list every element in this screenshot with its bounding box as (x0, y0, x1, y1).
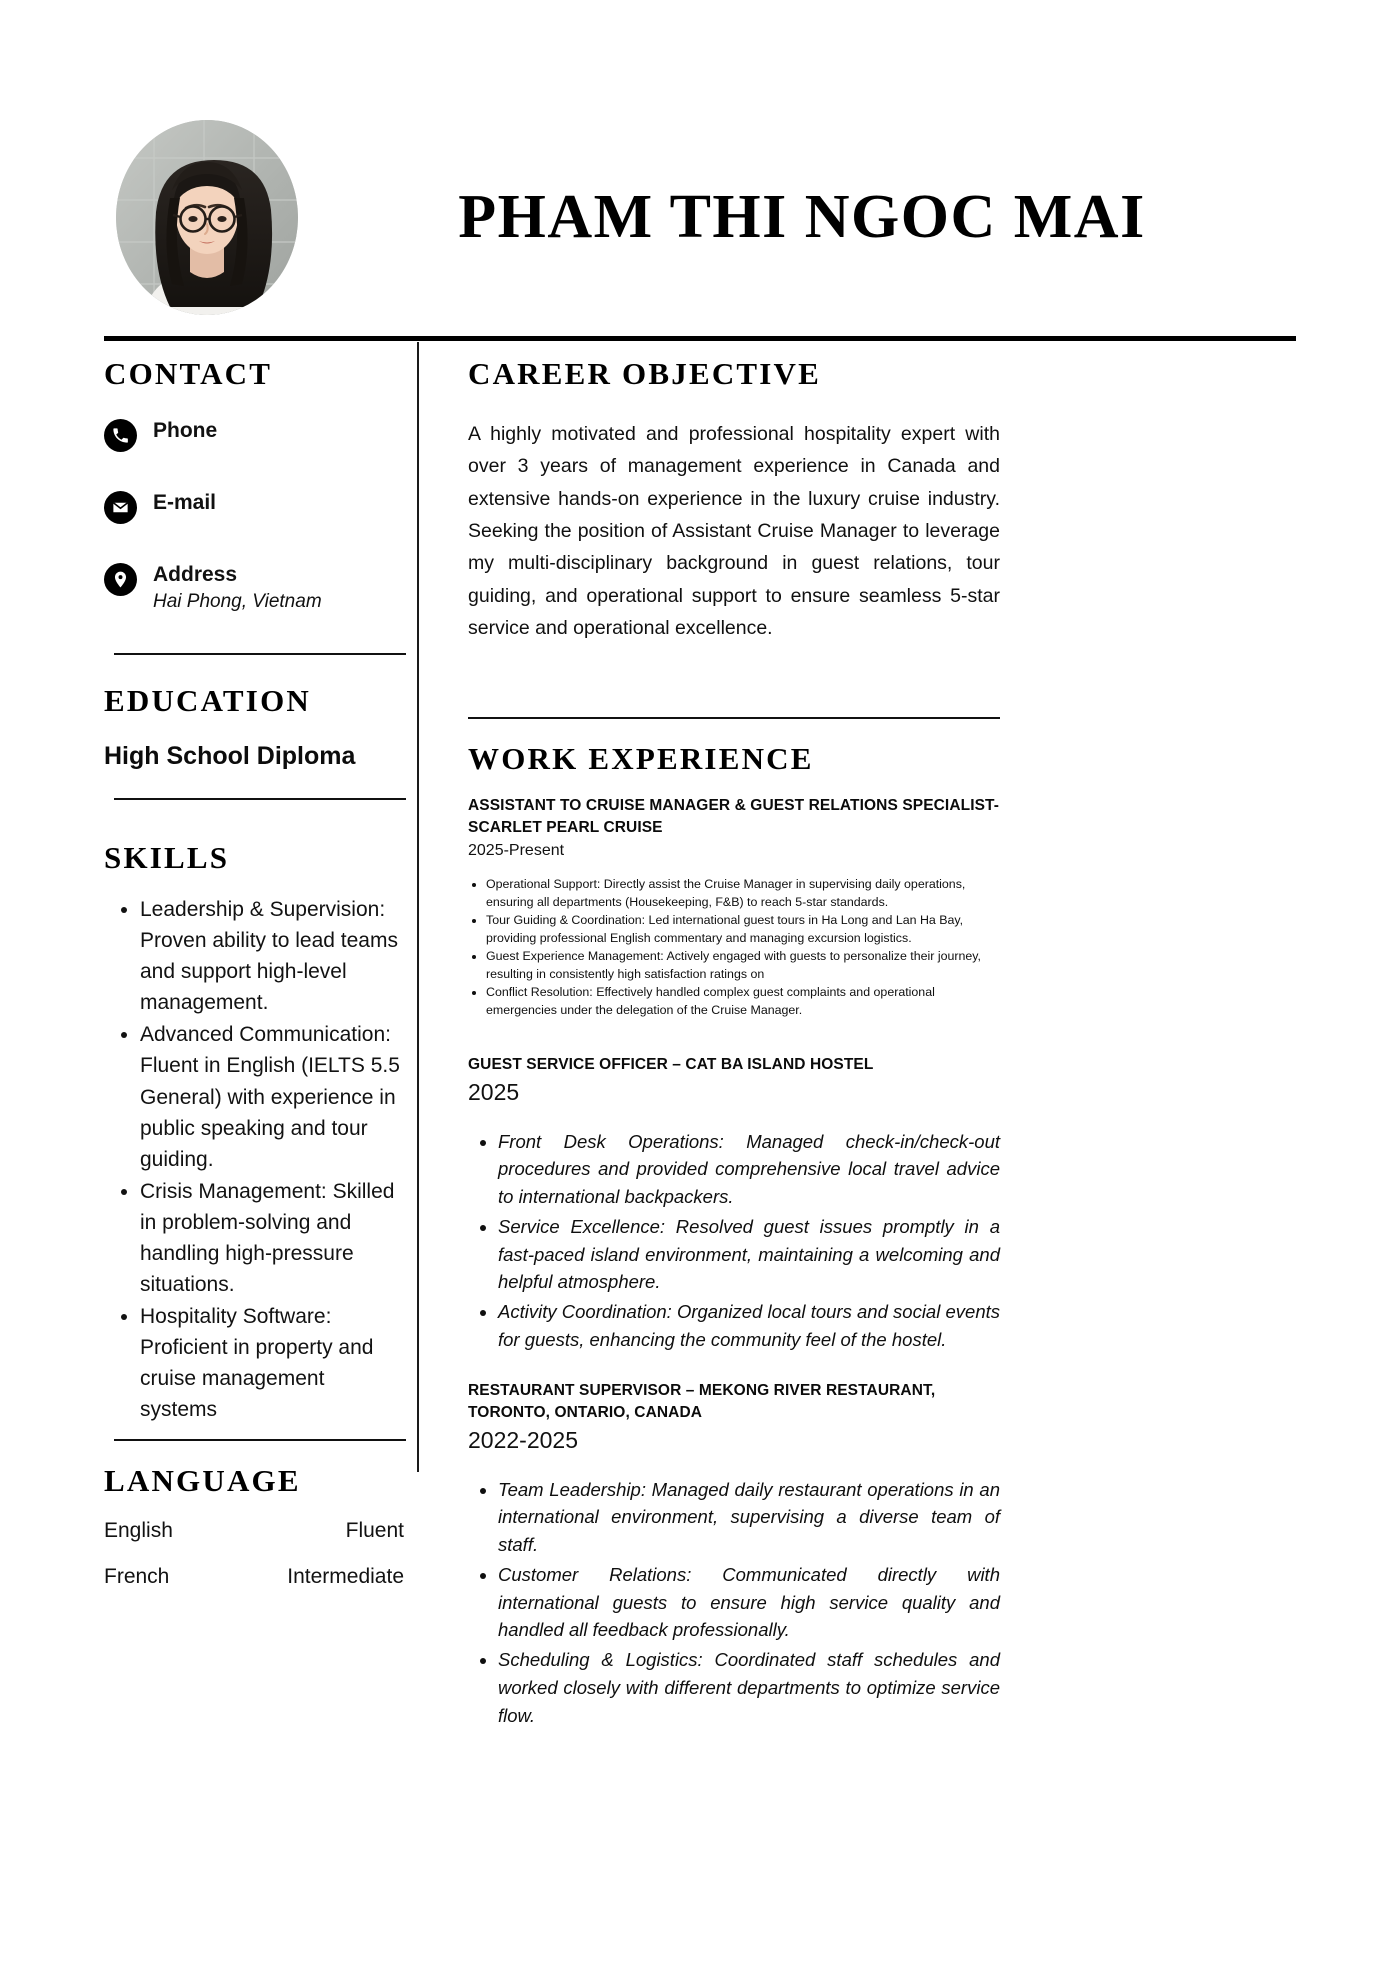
sidebar (104, 356, 406, 1611)
list-item: • Scheduling & Logistics: Coordinated staff schedules and worked closely with different departments to optimize service flow. (498, 1646, 1000, 1729)
contact-heading: CONTACT (104, 356, 273, 391)
job-date: 2025-Present (468, 841, 565, 859)
list-item: • Front Desk Operations: Managed check-in/check-out procedures and provided comprehensive local travel advice to international backpackers. (498, 1128, 1000, 1211)
list-item: • Crisis Management: Skilled in problem-solving and handling high-pressure situations. (140, 1176, 406, 1300)
career-objective-heading: CAREER OBJECTIVE (468, 356, 822, 391)
list-item: • Guest Experience Management: Actively engaged with guests to personalize their journey, resulting in consistently high satisfaction ratings on (486, 948, 1000, 984)
list-item: • Activity Coordination: Organized local tours and social events for guests, enhancing the community feel of the hostel. (498, 1298, 1000, 1354)
education-heading: EDUCATION (104, 682, 311, 718)
resume-header (104, 110, 1296, 325)
section-divider (114, 653, 406, 655)
language-level: Intermediate (287, 1565, 404, 1589)
language-section (104, 1463, 406, 1589)
contact-label: E-mail (153, 491, 217, 514)
list-item: • Team Leadership: Managed daily restaurant operations in an international environment, supervising a diverse team of staff. (498, 1476, 1000, 1559)
job-entry (468, 1380, 1000, 1730)
education-item: High School Diploma (104, 741, 356, 770)
main-content (468, 356, 1000, 1731)
section-divider (468, 717, 1000, 719)
list-item: • Tour Guiding & Coordination: Led international guest tours in Ha Long and Lan Ha Bay, providing professional English commentary and managing excursion logistics. (486, 912, 1000, 948)
list-item (104, 1565, 406, 1589)
contact-item-phone[interactable] (104, 418, 406, 452)
skills-heading: SKILLS (104, 840, 230, 876)
phone-icon (104, 419, 137, 452)
job-bullets (468, 1476, 1000, 1730)
contact-value: Hai Phong, Vietnam (153, 591, 322, 613)
page-title: PHAM THI NGOC MAI (458, 183, 1146, 251)
column-divider (417, 342, 419, 1472)
list-item: • Conflict Resolution: Effectively handled complex guest complaints and operational emergencies under the delegation of the Cruise Manager. (486, 984, 1000, 1020)
list-item (104, 1519, 406, 1543)
list-item: • Operational Support: Directly assist the Cruise Manager in supervising daily operations, ensuring all departments (Housekeeping, F&B) to reach 5-star standards. (486, 876, 1000, 912)
contact-label: Address (153, 563, 238, 586)
list-item: • Advanced Communication: Fluent in English (IELTS 5.5 General) with experience in public speaking and tour guiding. (140, 1019, 406, 1174)
job-title: RESTAURANT SUPERVISOR – MEKONG RIVER RESTAURANT, TORONTO, ONTARIO, CANADA (468, 1381, 936, 1421)
contact-label: Phone (153, 419, 218, 442)
job-entry (468, 1054, 1000, 1354)
job-title: GUEST SERVICE OFFICER – CAT BA ISLAND HOSTEL (468, 1055, 874, 1073)
skills-section (104, 840, 406, 1425)
job-date: 2022-2025 (468, 1426, 578, 1453)
language-heading: LANGUAGE (104, 1463, 301, 1499)
career-objective-text: A highly motivated and professional hospitality expert with over 3 years of management experience in Canada and extensive hands-on experience in the luxury cruise industry. Seeking the position of Assistant Cruise Manager to leverage my multi-disciplinary background in guest relations, tour guiding, and operational support to ensure seamless 5-star service and operational excellence. (468, 423, 1000, 640)
language-list (104, 1519, 406, 1589)
skills-list (104, 894, 406, 1425)
work-experience-heading: WORK EXPERIENCE (468, 740, 814, 776)
list-item: • Leadership & Supervision: Proven ability to lead teams and support high-level management. (140, 894, 406, 1018)
list-item: • Service Excellence: Resolved guest issues promptly in a fast-paced island environment, maintaining a welcoming and helpful atmosphere. (498, 1213, 1000, 1296)
contact-list (104, 418, 406, 615)
location-pin-icon (104, 563, 137, 596)
language-name: French (104, 1565, 170, 1589)
list-item: • Hospitality Software: Proficient in property and cruise management systems (140, 1301, 406, 1425)
job-bullets (468, 1128, 1000, 1354)
contact-item-address[interactable] (104, 562, 406, 615)
job-date: 2025 (468, 1078, 520, 1105)
language-level: Fluent (345, 1519, 404, 1543)
list-item: • Customer Relations: Communicated directly with international guests to ensure high service quality and handled all feedback professionally. (498, 1561, 1000, 1644)
header-divider (104, 336, 1296, 341)
education-section (104, 683, 406, 772)
section-divider (114, 1439, 406, 1441)
email-icon (104, 491, 137, 524)
job-bullets (468, 876, 1000, 1020)
job-entry (468, 795, 1000, 1020)
avatar (116, 120, 298, 315)
section-divider (114, 798, 406, 800)
job-title: ASSISTANT TO CRUISE MANAGER & GUEST RELATIONS SPECIALIST- SCARLET PEARL CRUISE (468, 796, 1000, 836)
contact-item-email[interactable] (104, 490, 406, 524)
language-name: English (104, 1519, 173, 1543)
